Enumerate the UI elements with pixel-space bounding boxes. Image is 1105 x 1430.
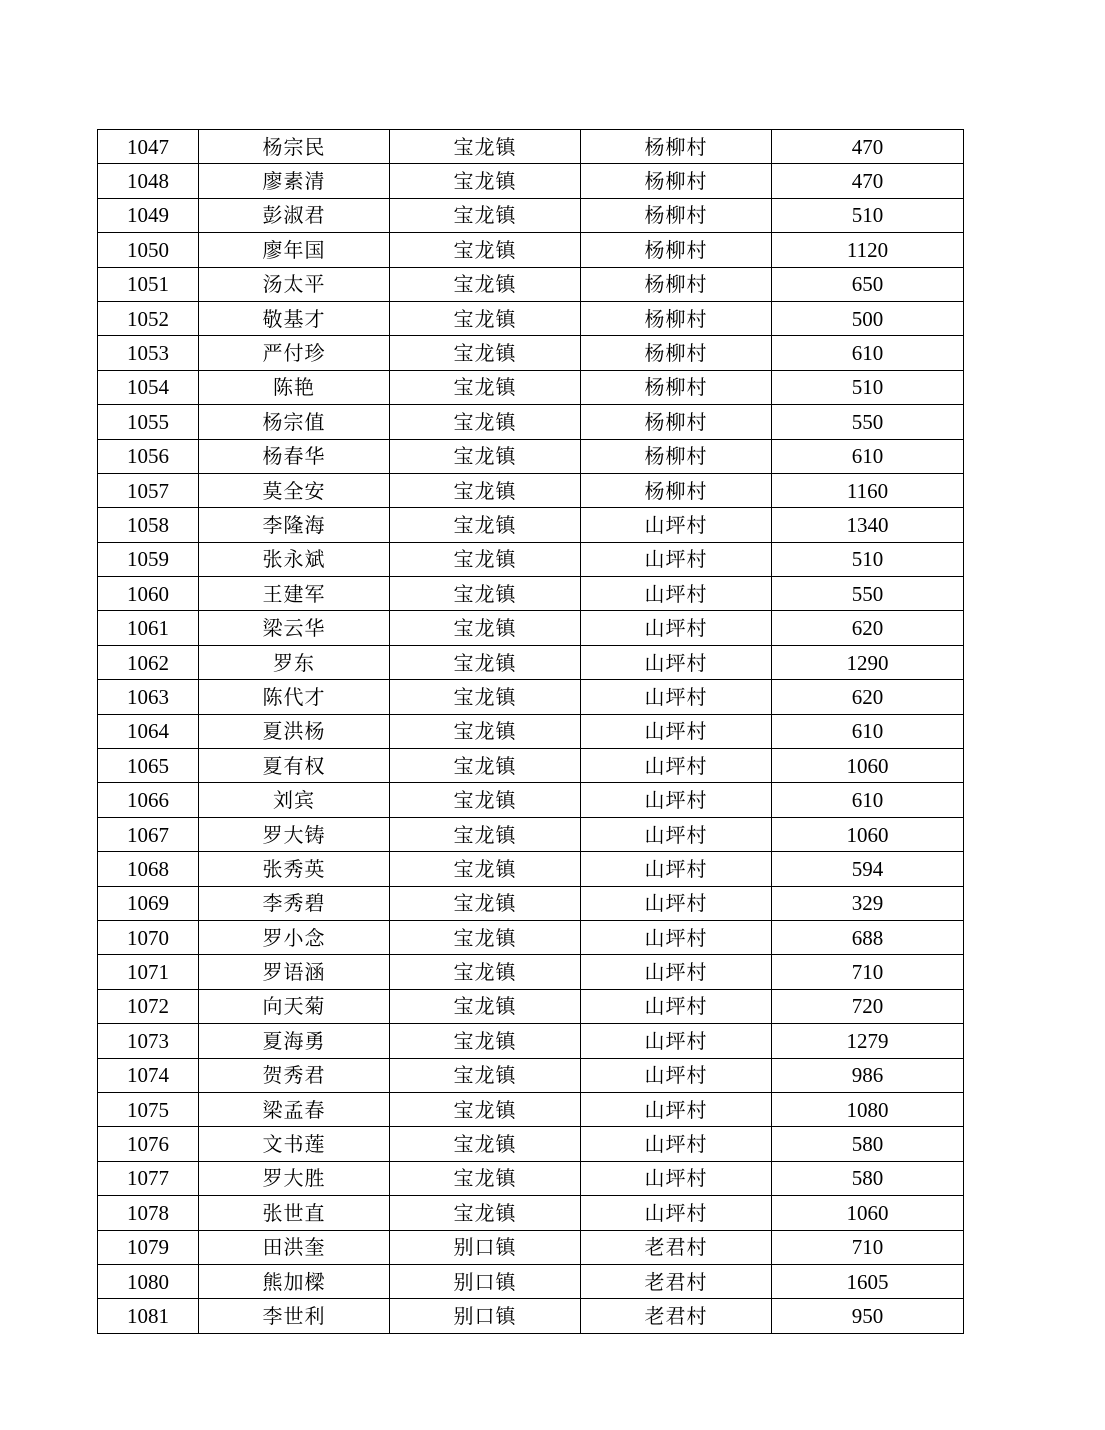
table-row [98, 886, 964, 920]
table-row [98, 198, 964, 232]
cell-village: 山坪村 [581, 817, 772, 851]
cell-name: 杨宗民 [199, 130, 390, 164]
cell-town: 宝龙镇 [390, 233, 581, 267]
cell-village: 杨柳村 [581, 439, 772, 473]
cell-town: 宝龙镇 [390, 439, 581, 473]
cell-number: 1061 [98, 611, 199, 645]
cell-village: 山坪村 [581, 508, 772, 542]
cell-village: 杨柳村 [581, 233, 772, 267]
table-row [98, 1230, 964, 1264]
cell-name: 梁孟春 [199, 1092, 390, 1126]
table-row [98, 920, 964, 954]
cell-amount: 580 [772, 1161, 964, 1195]
cell-village: 杨柳村 [581, 405, 772, 439]
cell-name: 贺秀君 [199, 1058, 390, 1092]
cell-town: 宝龙镇 [390, 645, 581, 679]
cell-name: 罗东 [199, 645, 390, 679]
cell-name: 杨宗值 [199, 405, 390, 439]
cell-number: 1065 [98, 749, 199, 783]
table-row [98, 1299, 964, 1333]
cell-village: 山坪村 [581, 542, 772, 576]
table-row [98, 680, 964, 714]
cell-name: 刘宾 [199, 783, 390, 817]
cell-amount: 510 [772, 198, 964, 232]
cell-village: 杨柳村 [581, 267, 772, 301]
table-row [98, 405, 964, 439]
cell-village: 山坪村 [581, 955, 772, 989]
cell-town: 宝龙镇 [390, 577, 581, 611]
table-row [98, 1196, 964, 1230]
cell-amount: 710 [772, 1230, 964, 1264]
cell-name: 罗小念 [199, 920, 390, 954]
cell-amount: 550 [772, 577, 964, 611]
cell-number: 1064 [98, 714, 199, 748]
table-row [98, 714, 964, 748]
table-row [98, 1024, 964, 1058]
cell-number: 1069 [98, 886, 199, 920]
table-row [98, 164, 964, 198]
records-table [97, 129, 964, 1334]
cell-name: 熊加樑 [199, 1264, 390, 1298]
cell-town: 宝龙镇 [390, 1024, 581, 1058]
cell-town: 宝龙镇 [390, 989, 581, 1023]
cell-name: 夏海勇 [199, 1024, 390, 1058]
cell-number: 1054 [98, 370, 199, 404]
cell-number: 1074 [98, 1058, 199, 1092]
cell-amount: 594 [772, 852, 964, 886]
cell-name: 廖素清 [199, 164, 390, 198]
cell-village: 山坪村 [581, 1092, 772, 1126]
cell-amount: 1605 [772, 1264, 964, 1298]
cell-number: 1067 [98, 817, 199, 851]
cell-village: 老君村 [581, 1299, 772, 1333]
table-row [98, 508, 964, 542]
cell-name: 严付珍 [199, 336, 390, 370]
table-row [98, 542, 964, 576]
cell-number: 1066 [98, 783, 199, 817]
cell-town: 别口镇 [390, 1264, 581, 1298]
cell-amount: 620 [772, 680, 964, 714]
cell-town: 宝龙镇 [390, 817, 581, 851]
cell-village: 山坪村 [581, 714, 772, 748]
cell-name: 莫全安 [199, 473, 390, 507]
cell-amount: 610 [772, 439, 964, 473]
cell-number: 1056 [98, 439, 199, 473]
cell-town: 宝龙镇 [390, 783, 581, 817]
cell-number: 1055 [98, 405, 199, 439]
cell-town: 宝龙镇 [390, 714, 581, 748]
cell-name: 罗语涵 [199, 955, 390, 989]
cell-amount: 950 [772, 1299, 964, 1333]
table-row [98, 1092, 964, 1126]
cell-village: 杨柳村 [581, 198, 772, 232]
cell-town: 宝龙镇 [390, 1092, 581, 1126]
cell-name: 李隆海 [199, 508, 390, 542]
cell-number: 1070 [98, 920, 199, 954]
table-row [98, 852, 964, 886]
cell-number: 1057 [98, 473, 199, 507]
cell-village: 杨柳村 [581, 164, 772, 198]
cell-amount: 1290 [772, 645, 964, 679]
cell-name: 李世利 [199, 1299, 390, 1333]
table-row [98, 336, 964, 370]
cell-name: 文书莲 [199, 1127, 390, 1161]
cell-number: 1077 [98, 1161, 199, 1195]
cell-number: 1079 [98, 1230, 199, 1264]
cell-village: 山坪村 [581, 680, 772, 714]
cell-name: 梁云华 [199, 611, 390, 645]
cell-number: 1048 [98, 164, 199, 198]
cell-town: 别口镇 [390, 1299, 581, 1333]
cell-town: 宝龙镇 [390, 1161, 581, 1195]
cell-amount: 329 [772, 886, 964, 920]
table-row [98, 1058, 964, 1092]
cell-amount: 1060 [772, 817, 964, 851]
cell-name: 张永斌 [199, 542, 390, 576]
cell-amount: 1080 [772, 1092, 964, 1126]
table-row [98, 1264, 964, 1298]
cell-number: 1078 [98, 1196, 199, 1230]
cell-village: 杨柳村 [581, 130, 772, 164]
cell-amount: 1060 [772, 1196, 964, 1230]
cell-town: 宝龙镇 [390, 852, 581, 886]
cell-village: 杨柳村 [581, 473, 772, 507]
table-row [98, 817, 964, 851]
cell-amount: 1060 [772, 749, 964, 783]
cell-number: 1081 [98, 1299, 199, 1333]
cell-amount: 510 [772, 370, 964, 404]
cell-name: 敬基才 [199, 301, 390, 335]
cell-village: 杨柳村 [581, 301, 772, 335]
table-row [98, 749, 964, 783]
cell-amount: 720 [772, 989, 964, 1023]
table-row [98, 1127, 964, 1161]
cell-amount: 1160 [772, 473, 964, 507]
cell-number: 1050 [98, 233, 199, 267]
cell-village: 山坪村 [581, 1127, 772, 1161]
cell-amount: 620 [772, 611, 964, 645]
records-table-body [98, 130, 964, 1334]
cell-village: 山坪村 [581, 989, 772, 1023]
cell-amount: 610 [772, 714, 964, 748]
cell-name: 罗大铸 [199, 817, 390, 851]
cell-town: 宝龙镇 [390, 130, 581, 164]
cell-village: 杨柳村 [581, 370, 772, 404]
cell-town: 宝龙镇 [390, 611, 581, 645]
cell-town: 宝龙镇 [390, 920, 581, 954]
cell-amount: 688 [772, 920, 964, 954]
cell-town: 宝龙镇 [390, 955, 581, 989]
table-row [98, 301, 964, 335]
cell-number: 1060 [98, 577, 199, 611]
cell-amount: 500 [772, 301, 964, 335]
cell-name: 彭淑君 [199, 198, 390, 232]
cell-name: 杨春华 [199, 439, 390, 473]
cell-village: 山坪村 [581, 1058, 772, 1092]
table-row [98, 577, 964, 611]
cell-village: 山坪村 [581, 1024, 772, 1058]
cell-number: 1075 [98, 1092, 199, 1126]
cell-amount: 580 [772, 1127, 964, 1161]
cell-name: 汤太平 [199, 267, 390, 301]
cell-village: 杨柳村 [581, 336, 772, 370]
table-row [98, 267, 964, 301]
cell-village: 山坪村 [581, 920, 772, 954]
cell-town: 宝龙镇 [390, 473, 581, 507]
table-row [98, 955, 964, 989]
cell-name: 田洪奎 [199, 1230, 390, 1264]
table-row [98, 473, 964, 507]
cell-number: 1068 [98, 852, 199, 886]
cell-town: 宝龙镇 [390, 198, 581, 232]
cell-town: 宝龙镇 [390, 1058, 581, 1092]
cell-village: 老君村 [581, 1264, 772, 1298]
cell-town: 宝龙镇 [390, 301, 581, 335]
cell-amount: 510 [772, 542, 964, 576]
cell-amount: 986 [772, 1058, 964, 1092]
table-row [98, 989, 964, 1023]
cell-amount: 470 [772, 130, 964, 164]
cell-town: 宝龙镇 [390, 1196, 581, 1230]
cell-town: 宝龙镇 [390, 336, 581, 370]
cell-name: 陈艳 [199, 370, 390, 404]
table-row [98, 233, 964, 267]
cell-name: 陈代才 [199, 680, 390, 714]
cell-village: 山坪村 [581, 577, 772, 611]
cell-number: 1062 [98, 645, 199, 679]
cell-number: 1071 [98, 955, 199, 989]
cell-name: 张秀英 [199, 852, 390, 886]
cell-town: 宝龙镇 [390, 405, 581, 439]
cell-number: 1053 [98, 336, 199, 370]
cell-name: 夏洪杨 [199, 714, 390, 748]
table-row [98, 130, 964, 164]
cell-number: 1052 [98, 301, 199, 335]
cell-number: 1059 [98, 542, 199, 576]
cell-amount: 1120 [772, 233, 964, 267]
cell-village: 山坪村 [581, 1196, 772, 1230]
cell-number: 1049 [98, 198, 199, 232]
cell-number: 1047 [98, 130, 199, 164]
cell-amount: 1340 [772, 508, 964, 542]
cell-town: 别口镇 [390, 1230, 581, 1264]
cell-village: 山坪村 [581, 886, 772, 920]
table-row [98, 611, 964, 645]
cell-village: 山坪村 [581, 1161, 772, 1195]
cell-amount: 550 [772, 405, 964, 439]
cell-town: 宝龙镇 [390, 508, 581, 542]
cell-town: 宝龙镇 [390, 680, 581, 714]
cell-town: 宝龙镇 [390, 267, 581, 301]
cell-village: 山坪村 [581, 852, 772, 886]
cell-number: 1073 [98, 1024, 199, 1058]
cell-number: 1080 [98, 1264, 199, 1298]
cell-name: 张世直 [199, 1196, 390, 1230]
cell-name: 夏有权 [199, 749, 390, 783]
table-row [98, 645, 964, 679]
cell-amount: 610 [772, 336, 964, 370]
cell-name: 罗大胜 [199, 1161, 390, 1195]
cell-village: 山坪村 [581, 749, 772, 783]
cell-amount: 610 [772, 783, 964, 817]
cell-town: 宝龙镇 [390, 1127, 581, 1161]
cell-village: 山坪村 [581, 783, 772, 817]
cell-town: 宝龙镇 [390, 886, 581, 920]
cell-name: 向天菊 [199, 989, 390, 1023]
cell-town: 宝龙镇 [390, 164, 581, 198]
table-row [98, 783, 964, 817]
cell-number: 1058 [98, 508, 199, 542]
cell-number: 1063 [98, 680, 199, 714]
cell-amount: 650 [772, 267, 964, 301]
cell-amount: 710 [772, 955, 964, 989]
cell-village: 山坪村 [581, 645, 772, 679]
cell-town: 宝龙镇 [390, 749, 581, 783]
table-row [98, 1161, 964, 1195]
table-row [98, 370, 964, 404]
cell-amount: 470 [772, 164, 964, 198]
cell-number: 1051 [98, 267, 199, 301]
cell-town: 宝龙镇 [390, 542, 581, 576]
table-row [98, 439, 964, 473]
cell-number: 1072 [98, 989, 199, 1023]
cell-name: 李秀碧 [199, 886, 390, 920]
cell-name: 廖年国 [199, 233, 390, 267]
cell-name: 王建军 [199, 577, 390, 611]
cell-town: 宝龙镇 [390, 370, 581, 404]
cell-village: 老君村 [581, 1230, 772, 1264]
cell-amount: 1279 [772, 1024, 964, 1058]
cell-number: 1076 [98, 1127, 199, 1161]
cell-village: 山坪村 [581, 611, 772, 645]
